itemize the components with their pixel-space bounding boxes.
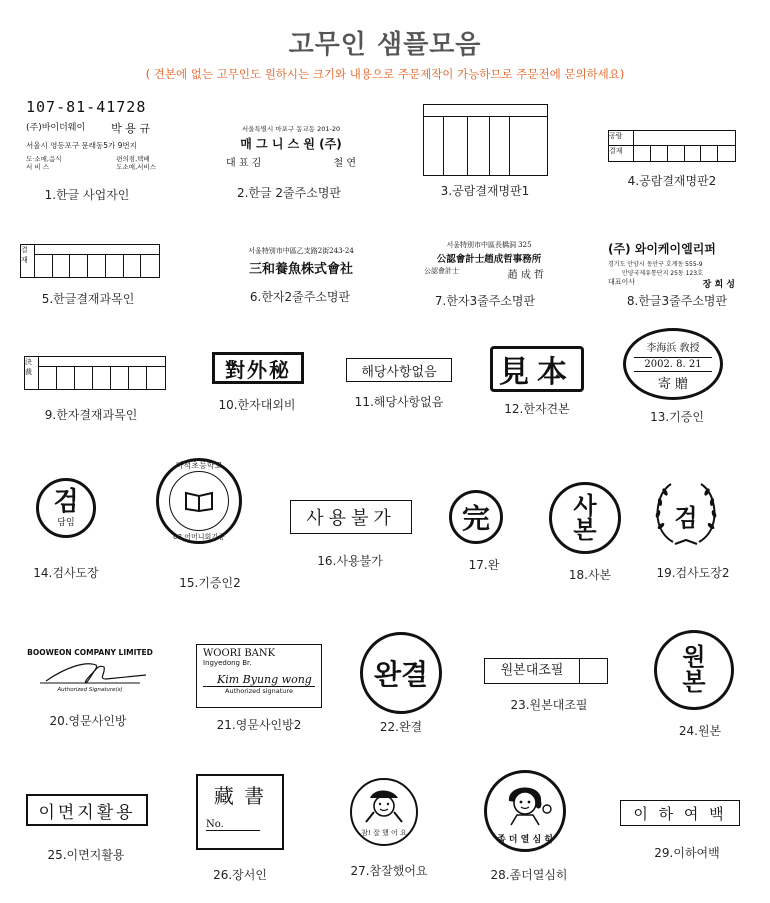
stamp-text: BOOWEON COMPANY LIMITED (27, 648, 153, 657)
stamp-text: 三和養魚株式會社 (248, 262, 353, 277)
stamp-text: 사용불가 (306, 508, 396, 529)
stamp-text: 재 (21, 255, 35, 277)
stamp-text: 2002. 8. 21 (634, 357, 712, 372)
stamp-text: 마석초등학교 (175, 461, 223, 470)
stamp-original (654, 630, 734, 710)
sample-caption: 14.검사도장 (33, 566, 99, 580)
stamp-text: 안양국제유통단지 25동 123호 (622, 270, 703, 277)
stamp-text: 담임 (57, 517, 75, 528)
sample-caption: 21.영문사인방2 (216, 718, 302, 732)
stamp-copy (549, 482, 621, 554)
stamp-not-applicable (346, 358, 452, 382)
stamp-text: 원 (682, 642, 706, 671)
stamp-complete-hanja (449, 490, 503, 544)
stamp-text: 서울特別市中區長橋洞 325 (446, 241, 532, 249)
sample-caption: 15.기증인2 (179, 576, 241, 590)
stamp-text: 서울시 영등포구 문래동5가 9번지 (26, 141, 137, 150)
stamp-text: 원본대조필 (485, 659, 580, 683)
stamp-text: 철 연 (333, 158, 356, 169)
stamp-sample-hanja (490, 346, 584, 392)
sample-caption: 2.한글 2줄주소명판 (236, 186, 342, 200)
stamp-text: 편의점,택배 (116, 155, 150, 163)
stamp-circulation-approval-2 (608, 130, 736, 162)
stamp-address-hanja-2line (236, 246, 366, 277)
sample-caption: 16.사용불가 (317, 554, 383, 568)
stamp-try-harder (484, 770, 566, 852)
stamp-inspection (36, 478, 96, 538)
stamp-confidential (212, 352, 304, 384)
stamp-text: 이 하 여 백 (633, 804, 727, 823)
stamp-text: 대 표 김 (226, 158, 262, 169)
page-title: 고무인 샘플모음 (288, 30, 482, 60)
sample-caption: 27.참잘했어요 (350, 864, 428, 878)
stamp-text: 참! 잘 했 어 요 (361, 829, 407, 837)
sample-caption: 24.원본 (678, 724, 722, 738)
stamp-text: 완결 (373, 658, 429, 691)
stamp-approval-korean (20, 244, 160, 278)
sample-caption: 26.장서인 (213, 868, 267, 882)
stamp-text: 도·소매,음식 (26, 155, 62, 163)
stamp-text: 본 (682, 668, 706, 696)
stamp-donation (623, 328, 723, 400)
stamp-text: 결 (21, 245, 35, 255)
stamp-approval-hanja (24, 356, 166, 390)
stamp-circulation-approval-1 (423, 104, 548, 176)
sample-caption: 29.이하여백 (654, 846, 720, 860)
stamp-text: 서울특별시 마포구 동교동 201-20 (241, 125, 341, 133)
stamp-text: 결재 (609, 146, 634, 161)
stamp-text: No. (206, 819, 260, 831)
stamp-text: 공람 (609, 131, 634, 146)
stamp-text: 藏 書 (213, 784, 267, 808)
stamp-address-korean-3line (608, 240, 743, 290)
sample-caption: 23.원본대조필 (510, 698, 588, 712)
stamp-text: Authorized Signature(s) (57, 687, 123, 693)
stamp-text: 해당사항없음 (361, 364, 437, 380)
stamp-text: 좀 더 열 심 히 (496, 835, 553, 845)
stamp-inspection-2 (653, 478, 719, 552)
stamp-text: Authorized signature (225, 687, 293, 695)
sample-caption: 19.검사도장2 (656, 566, 730, 580)
stamp-library (196, 774, 284, 850)
stamp-address-korean-2line (226, 124, 356, 169)
sample-caption: 10.한자대외비 (218, 398, 296, 412)
open-book-icon (184, 490, 214, 512)
sample-caption: 13.기증인 (650, 410, 704, 424)
child-girl-icon (487, 775, 563, 831)
stamp-reuse-paper (26, 794, 148, 826)
stamp-address-hanja-3line (424, 240, 554, 281)
page-subtitle: ( 견본에 없는 고무인도 원하시는 크기와 내용으로 주문제작이 가능하므로 주문전에 문의하세요) (145, 67, 625, 81)
sample-caption: 8.한글3줄주소명판 (626, 294, 728, 308)
stamp-text: Kim Byung wong (203, 673, 315, 687)
sample-caption: 25.이면지활용 (47, 848, 125, 862)
stamp-text: 03 어머니회기증 (173, 533, 225, 541)
stamp-well-done (350, 778, 418, 846)
stamp-text: 107-81-41728 (26, 98, 147, 116)
stamp-donation-2 (156, 458, 242, 544)
stamp-text: 대표이사 (608, 278, 636, 286)
sample-caption: 3.공람결재명판1 (440, 184, 530, 198)
stamp-text: 趙 成 哲 (507, 270, 544, 281)
sample-caption: 5.한글결재과목인 (41, 292, 135, 306)
sample-caption: 11.해당사항없음 (354, 395, 444, 409)
stamp-text: 決 (25, 357, 39, 367)
sample-caption: 18.사본 (568, 568, 612, 582)
stamp-text: 公認會計士趙成哲事務所 (436, 254, 542, 265)
sample-caption: 1.한글 사업자인 (44, 188, 130, 202)
sample-caption: 28.좀더열심히 (490, 868, 568, 882)
stamp-text: 검 (674, 504, 698, 532)
stamp-text: (주) 와이케이엘리퍼 (608, 242, 716, 256)
stamp-text: 公認會計士 (424, 267, 459, 275)
stamp-text: 李海浜 敎授 (646, 343, 700, 354)
stamp-text: (주)바이더웨이 (26, 123, 86, 133)
stamp-unusable (290, 500, 412, 534)
sample-caption: 9.한자결재과목인 (44, 408, 138, 422)
stamp-text: 도소매,서비스 (116, 163, 156, 172)
stamp-text: 본 (573, 516, 597, 544)
stamp-text: 장 희 성 (702, 280, 735, 290)
sample-caption: 12.한자견본 (504, 402, 570, 416)
stamp-text: WOORI BANK (203, 648, 276, 659)
stamp-text: 寄 贈 (657, 377, 689, 392)
stamp-text: 對外秘 (225, 357, 291, 382)
sample-caption: 17.완 (468, 558, 500, 572)
stamp-text: 完 (461, 502, 490, 535)
stamp-text: Ingyedong Br. (203, 659, 252, 667)
stamp-english-signature (26, 648, 154, 698)
signature-icon (26, 657, 154, 687)
stamp-verified-copy (484, 658, 608, 684)
child-cap-icon (352, 782, 416, 828)
stamp-text: 이면지활용 (38, 802, 136, 823)
stamp-finalized (360, 632, 442, 714)
stamp-text: 매 그 니 스 원 (주) (240, 137, 342, 151)
sample-caption: 20.영문사인방 (49, 714, 127, 728)
sample-caption: 22.완결 (379, 720, 423, 734)
stamp-text: 사 (573, 492, 597, 520)
stamp-text: 경기도 안양시 동안구 호계동 555-9 (608, 261, 703, 268)
sample-caption: 4.공람결재명판2 (627, 174, 717, 188)
stamp-english-signature-2 (196, 644, 322, 708)
stamp-text: 박 용 규 (111, 122, 150, 135)
stamp-text: 서 비 스 (26, 163, 49, 172)
sample-caption: 7.한자3줄주소명판 (434, 294, 536, 308)
stamp-text: 裁 (25, 367, 39, 389)
stamp-blank-below (620, 800, 740, 826)
stamp-text: 서울特別市中區乙支路2街243-24 (248, 247, 354, 255)
stamp-text: 검 (53, 486, 79, 517)
stamp-text: 見本 (499, 355, 575, 390)
sample-caption: 6.한자2줄주소명판 (249, 290, 351, 304)
stamp-business-korean (26, 98, 156, 180)
